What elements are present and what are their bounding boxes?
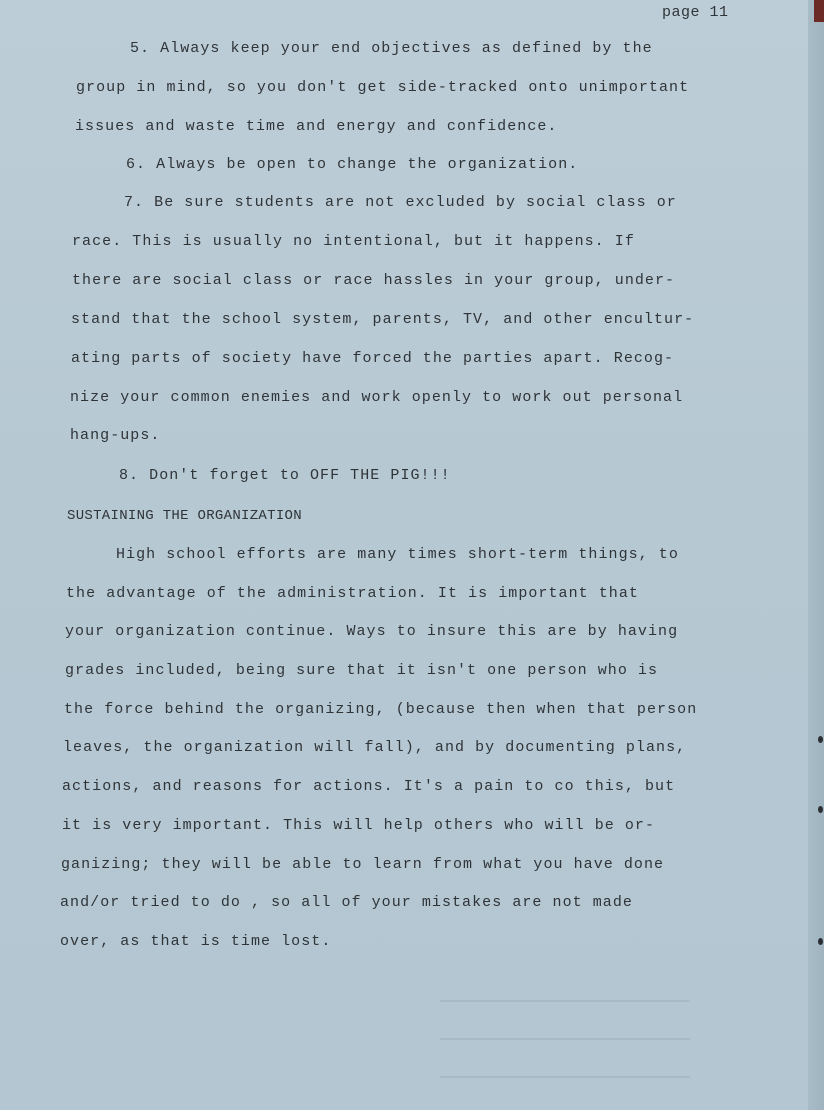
text-line: over, as that is time lost. bbox=[60, 933, 332, 950]
text-line: nize your common enemies and work openly to work out personal bbox=[70, 389, 684, 406]
text-line: ating parts of society have forced the parties apart. Recog- bbox=[71, 350, 675, 367]
text-line: your organization continue. Ways to insure this are by having bbox=[65, 623, 679, 640]
binding-hole-mark bbox=[818, 938, 823, 945]
text-line: issues and waste time and energy and confidence. bbox=[75, 118, 558, 135]
text-line: 5. Always keep your end objectives as defined by the bbox=[130, 40, 653, 57]
text-line: 6. Always be open to change the organization. bbox=[126, 156, 579, 173]
text-line: actions, and reasons for actions. It's a pain to co this, but bbox=[62, 778, 676, 795]
text-line: hang-ups. bbox=[70, 427, 161, 444]
text-line: grades included, being sure that it isn't one person who is bbox=[65, 662, 659, 679]
text-line: ganizing; they will be able to learn from what you have done bbox=[61, 856, 665, 873]
binding-hole-mark bbox=[818, 736, 823, 743]
text-line: and/or tried to do , so all of your mistakes are not made bbox=[60, 894, 633, 911]
text-line: 8. Don't forget to OFF THE PIG!!! bbox=[119, 467, 451, 484]
text-line: leaves, the organization will fall), and by documenting plans, bbox=[63, 739, 687, 756]
text-line: it is very important. This will help others who will be or- bbox=[62, 817, 656, 834]
text-line: the force behind the organizing, (because then when that person bbox=[64, 701, 698, 718]
section-heading: SUSTAINING THE ORGANIZATION bbox=[67, 508, 302, 524]
text-line: 7. Be sure students are not excluded by social class or bbox=[124, 194, 677, 211]
text-line: race. This is usually no intentional, but it happens. If bbox=[72, 233, 635, 250]
page-number: page 11 bbox=[662, 4, 729, 21]
reverse-bleed-through bbox=[440, 968, 690, 1078]
text-line: High school efforts are many times short-term things, to bbox=[116, 546, 679, 563]
page-corner-shadow bbox=[814, 0, 824, 22]
binding-hole-mark bbox=[818, 806, 823, 813]
text-line: the advantage of the administration. It is important that bbox=[66, 585, 639, 602]
text-line: group in mind, so you don't get side-tracked onto unimportant bbox=[76, 79, 690, 96]
text-line: stand that the school system, parents, TV, and other encultur- bbox=[71, 311, 695, 328]
text-line: there are social class or race hassles in your group, under- bbox=[72, 272, 676, 289]
